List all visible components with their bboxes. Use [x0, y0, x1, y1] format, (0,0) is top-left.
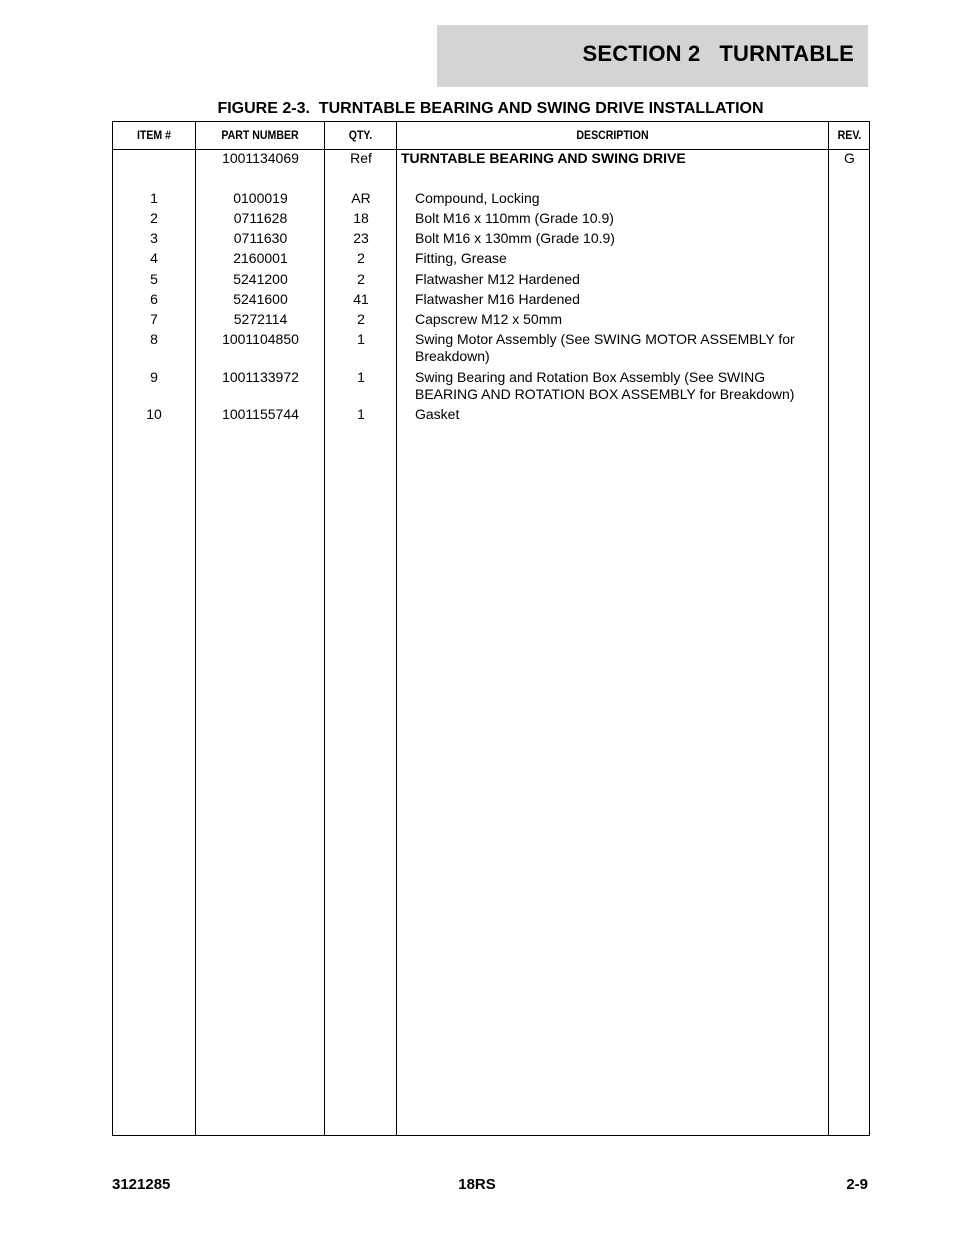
- part-number: 0711628: [233, 210, 288, 226]
- part-number: 0100019: [233, 190, 288, 206]
- description: Swing Bearing and Rotation Box Assembly (See SWING BEARING AND ROTATION BOX ASSEMBLY for Breakdown): [415, 369, 795, 402]
- quantity: 2: [357, 311, 365, 327]
- item-number: 7: [150, 311, 158, 327]
- page-number: 2-9: [846, 1176, 868, 1193]
- item-number: 10: [146, 406, 162, 422]
- description: Gasket: [415, 406, 460, 422]
- quantity: AR: [351, 190, 371, 206]
- part-number: 1001104850: [222, 331, 299, 347]
- header-item: ITEM #: [136, 128, 172, 142]
- assembly-part-number: 1001134069: [222, 150, 299, 166]
- item-number: 1: [150, 190, 158, 206]
- assembly-rev: G: [844, 150, 855, 166]
- parts-table: [112, 121, 870, 1136]
- header-qty: QTY.: [348, 128, 373, 142]
- section-title: SECTION 2 TURNTABLE: [582, 41, 854, 66]
- part-number: 1001155744: [222, 406, 299, 422]
- column-divider: [828, 122, 829, 1135]
- figure-title: FIGURE 2-3. TURNTABLE BEARING AND SWING DRIVE INSTALLATION: [217, 100, 764, 117]
- header-rev: REV.: [837, 128, 862, 142]
- description: Bolt M16 x 110mm (Grade 10.9): [415, 210, 614, 226]
- part-number: 5241600: [233, 291, 288, 307]
- item-number: 9: [150, 369, 158, 385]
- description: Flatwasher M12 Hardened: [415, 271, 580, 287]
- description: Compound, Locking: [415, 190, 540, 206]
- item-number: 8: [150, 331, 158, 347]
- description: Bolt M16 x 130mm (Grade 10.9): [415, 230, 615, 246]
- quantity: 1: [357, 369, 365, 385]
- part-number: 5272114: [233, 311, 288, 327]
- part-number: 0711630: [233, 230, 288, 246]
- header-description: DESCRIPTION: [576, 128, 649, 142]
- item-number: 5: [150, 271, 158, 287]
- part-number: 2160001: [233, 250, 288, 266]
- quantity: 41: [353, 291, 369, 307]
- assembly-description: TURNTABLE BEARING AND SWING DRIVE: [401, 150, 686, 166]
- quantity: 2: [357, 271, 365, 287]
- quantity: 1: [357, 406, 365, 422]
- quantity: 2: [357, 250, 365, 266]
- part-number: 5241200: [233, 271, 288, 287]
- part-number: 1001133972: [222, 369, 299, 385]
- item-number: 3: [150, 230, 158, 246]
- quantity: 23: [353, 230, 369, 246]
- item-number: 6: [150, 291, 158, 307]
- item-number: 4: [150, 250, 158, 266]
- quantity: 18: [353, 210, 369, 226]
- header-part-number: PART NUMBER: [221, 128, 299, 142]
- assembly-qty: Ref: [350, 150, 372, 166]
- description: Fitting, Grease: [415, 250, 507, 266]
- description: Capscrew M12 x 50mm: [415, 311, 563, 327]
- model-name: 18RS: [458, 1176, 496, 1193]
- item-number: 2: [150, 210, 158, 226]
- doc-number: 3121285: [112, 1176, 171, 1193]
- description: Flatwasher M16 Hardened: [415, 291, 580, 307]
- description: Swing Motor Assembly (See SWING MOTOR ASSEMBLY for Breakdown): [415, 331, 795, 364]
- quantity: 1: [357, 331, 365, 347]
- section-header: [437, 25, 868, 87]
